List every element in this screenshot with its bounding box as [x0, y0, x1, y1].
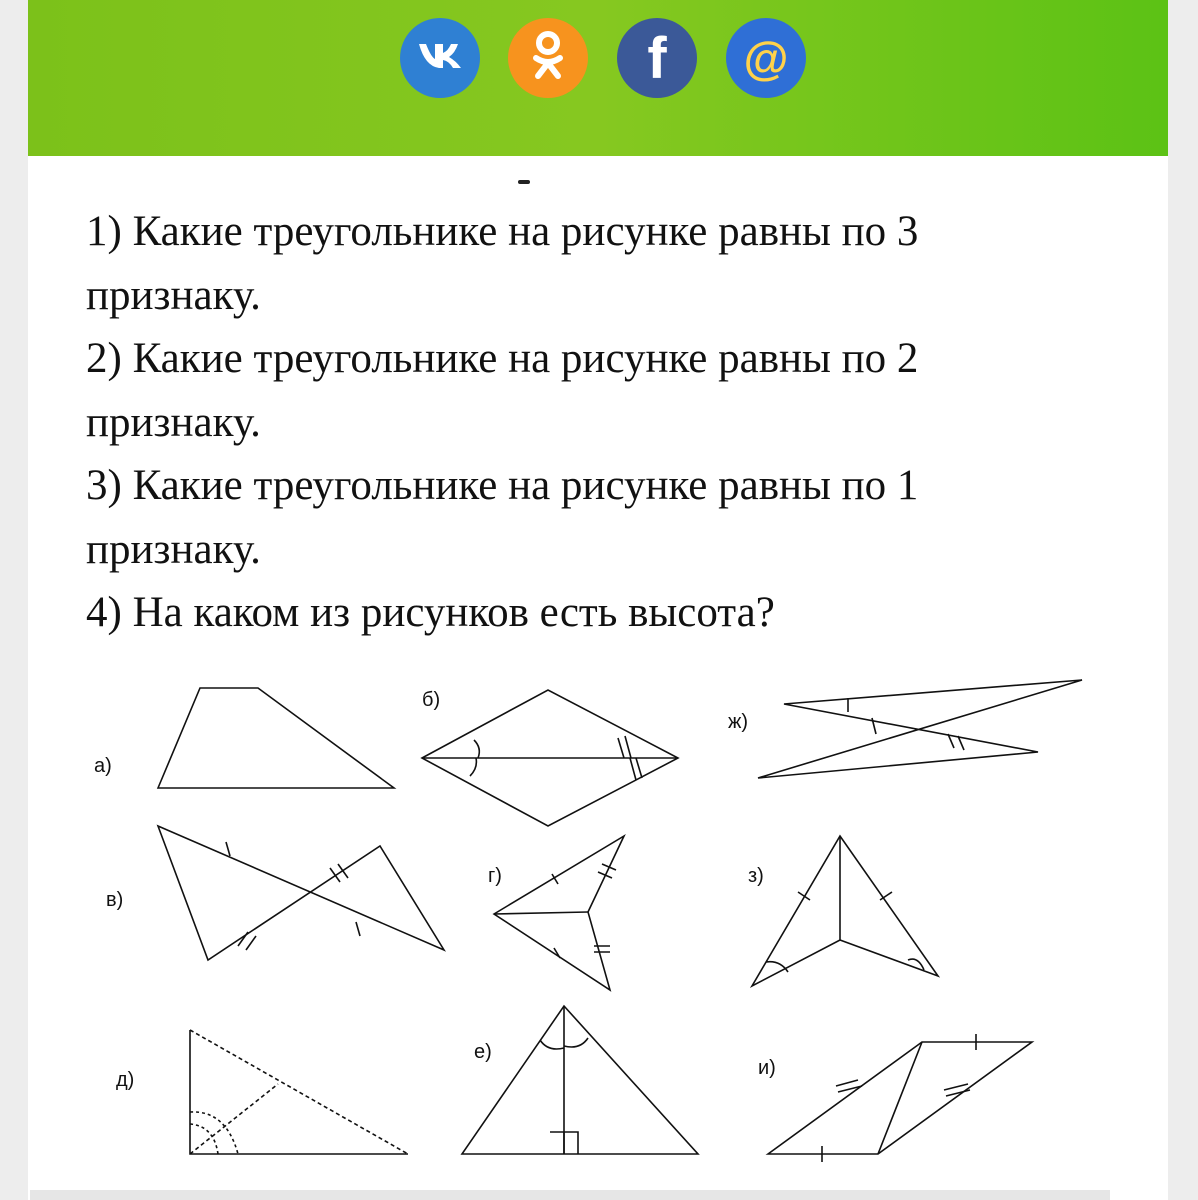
post-content: [58, 156, 1138, 1190]
page-frame: [28, 0, 1168, 1200]
figure-g: [494, 836, 624, 990]
vk-share-button[interactable]: [400, 18, 480, 98]
question-1: 1) Какие треугольнике на рисунке равны по 3 признаку.: [86, 208, 919, 319]
label-i: и): [758, 1057, 776, 1079]
label-e: е): [474, 1041, 492, 1063]
figure-i: [768, 1034, 1032, 1162]
facebook-icon: f: [647, 25, 667, 91]
text-artifact: [518, 180, 530, 184]
questions-list: [86, 200, 1086, 645]
top-bar: [28, 0, 1168, 156]
geometry-figures: [58, 660, 1138, 1190]
label-b: б): [422, 689, 441, 711]
figure-d: [190, 1030, 408, 1154]
figure-zh: [758, 680, 1082, 778]
vk-icon: [417, 39, 463, 78]
ok-share-button[interactable]: [508, 18, 588, 98]
label-d: д): [116, 1069, 135, 1091]
bottom-divider: [30, 1190, 1110, 1200]
question-4: 4) На каком из рисунков есть высота?: [86, 589, 775, 636]
figure-v: [158, 826, 444, 960]
figure-e: [462, 1006, 698, 1154]
facebook-share-button[interactable]: [617, 18, 697, 98]
figure-a: [158, 688, 394, 788]
question-2: 2) Какие треугольнике на рисунке равны по 2 признаку.: [86, 335, 919, 446]
mail-share-button[interactable]: [726, 18, 806, 98]
label-zh: ж): [728, 711, 749, 733]
label-v: в): [106, 889, 124, 911]
figure-b: [422, 690, 678, 826]
mail-at-icon: @: [743, 32, 789, 84]
question-3: 3) Какие треугольнике на рисунке равны по 1 признаку.: [86, 462, 919, 573]
label-z: з): [748, 865, 764, 887]
figure-z: [752, 836, 938, 986]
label-a: а): [94, 755, 112, 777]
label-g: г): [488, 865, 502, 887]
odnoklassniki-icon: [528, 30, 568, 87]
